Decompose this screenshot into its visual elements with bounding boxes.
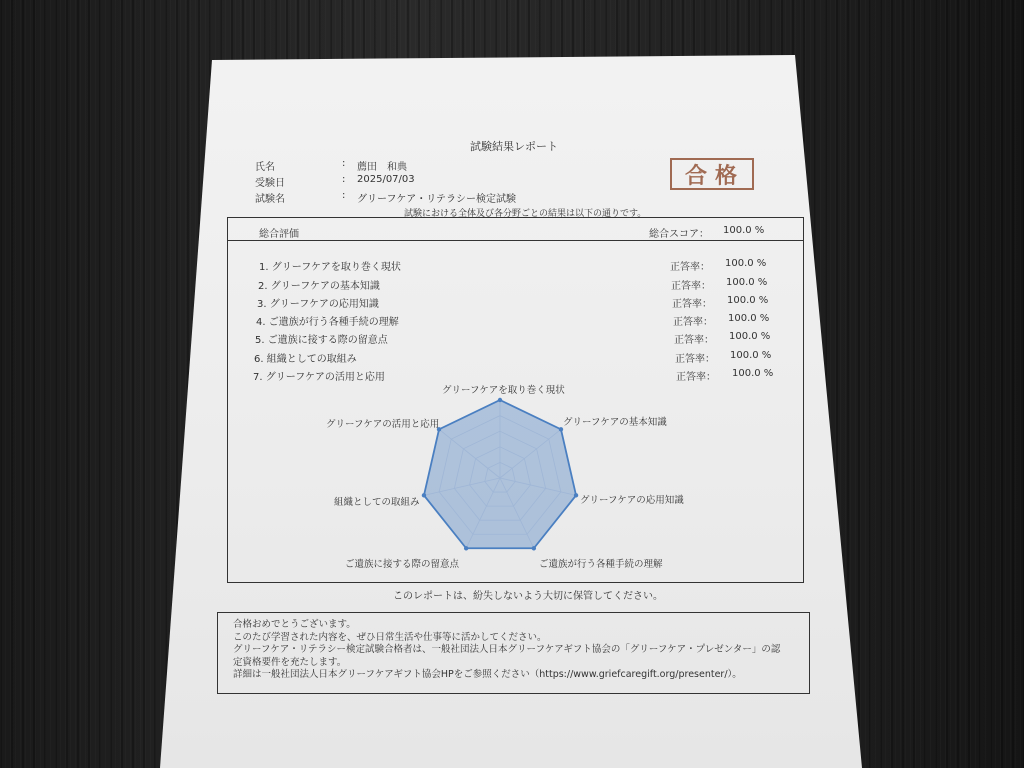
category-name: 7. グリーフケアの活用と応用: [253, 372, 385, 383]
category-rate-label: 正答率：: [676, 372, 716, 383]
category-rate: 100.0 %: [732, 368, 774, 379]
radar-axis-label: ご遺族が行う各種手続の理解: [539, 559, 663, 570]
keep-note: このレポートは、紛失しないよう大切に保管してください。: [393, 591, 663, 602]
intro-text: 試験における全体及び各分野ごとの結果は以下の通りです。: [404, 209, 647, 219]
field-sep: :: [342, 190, 346, 201]
message-line: 合格おめでとうございます。: [233, 619, 356, 630]
pass-stamp: 合格: [670, 158, 754, 190]
radar-data-point: [422, 493, 426, 497]
message-line: このたび学習された内容を、ぜひ日常生活や仕事等に活かしてください。: [233, 631, 547, 643]
category-name: 1. グリーフケアを取り巻く現状: [259, 262, 401, 273]
message-line: グリーフケア・リテラシー検定試験合格者は、一般社団法人日本グリーフケアギフト協会の「グリーフケア・プレゼンター」の認: [233, 644, 781, 655]
category-rate-label: 正答率：: [673, 317, 713, 328]
radar-data-point: [498, 398, 502, 402]
radar-axis-label: 組織としての取組み: [334, 497, 420, 508]
message-line: 詳細は一般社団法人日本グリーフケアギフト協会HPをご参照ください（https://www.griefcaregift.org/presenter/）。: [233, 669, 742, 680]
category-rate: 100.0 %: [726, 277, 768, 288]
category-rate: 100.0 %: [727, 295, 769, 306]
message-block: [233, 619, 780, 682]
overall-score-label: 総合スコア：: [649, 229, 709, 240]
category-rate-label: 正答率：: [675, 354, 715, 365]
radar-data-point: [574, 493, 578, 497]
field-value-name: 薦田 和典: [357, 162, 407, 173]
category-rate-label: 正答率：: [671, 281, 711, 292]
category-rate: 100.0 %: [730, 350, 772, 361]
field-label-name: 氏名: [255, 162, 275, 173]
category-rate: 100.0 %: [728, 313, 770, 324]
field-sep: :: [342, 174, 346, 185]
overall-label: 総合評価: [259, 229, 299, 240]
radar-axis-label: ご遺族に接する際の留意点: [345, 559, 460, 570]
field-value-exam: グリーフケア・リテラシー検定試験: [357, 194, 516, 205]
field-sep: :: [342, 158, 346, 169]
field-label-date: 受験日: [255, 178, 285, 189]
field-value-date: 2025/07/03: [357, 174, 415, 185]
radar-data-point: [464, 546, 468, 550]
category-rate-label: 正答率：: [670, 262, 710, 273]
category-rate-label: 正答率：: [672, 299, 712, 310]
category-name: 5. ご遺族に接する際の留意点: [255, 335, 388, 346]
report-title: 試験結果レポート: [470, 140, 558, 153]
category-name: 4. ご遺族が行う各種手続の理解: [256, 317, 399, 328]
field-label-exam: 試験名: [255, 194, 285, 205]
overall-score: 100.0 %: [723, 225, 765, 236]
category-rate: 100.0 %: [725, 258, 767, 269]
message-line: 定資格要件を充たします。: [233, 656, 347, 668]
radar-axis-label: グリーフケアの基本知識: [563, 417, 667, 428]
radar-axis-label: グリーフケアの活用と応用: [326, 419, 440, 430]
category-name: 6. 組織としての取組み: [254, 354, 357, 365]
category-name: 3. グリーフケアの応用知識: [257, 299, 379, 310]
radar-axis-label: グリーフケアの応用知識: [580, 495, 684, 506]
radar-data-point: [532, 546, 536, 550]
category-name: 2. グリーフケアの基本知識: [258, 281, 380, 292]
radar-axis-label: グリーフケアを取り巻く現状: [442, 385, 565, 396]
category-rate: 100.0 %: [729, 331, 771, 342]
category-rate-label: 正答率：: [674, 335, 714, 346]
